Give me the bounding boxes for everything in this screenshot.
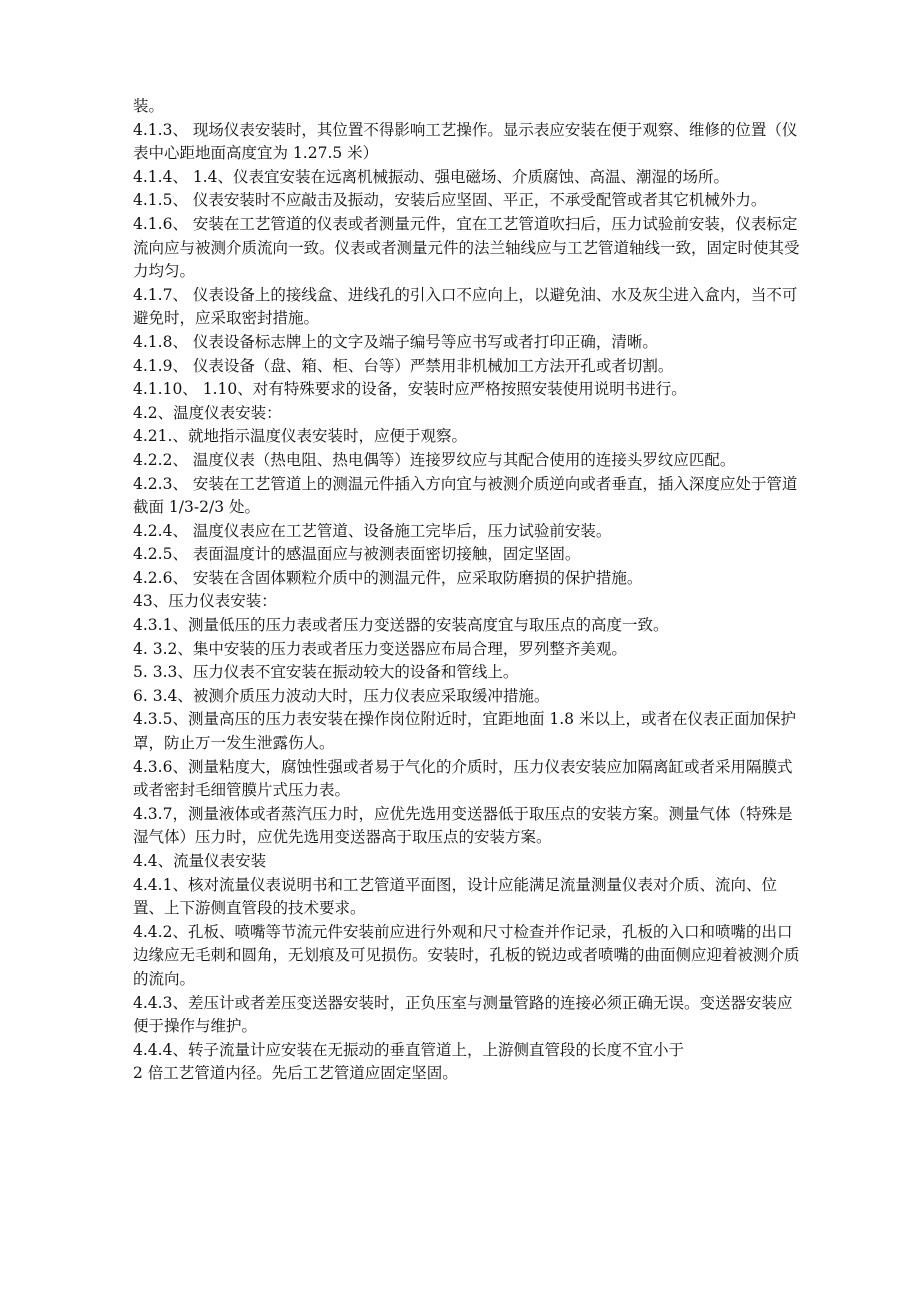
- paragraph: 4.3.5、测量高压的压力表安装在操作岗位附近时，宜距地面 1.8 米以上，或者在仪表正面加保护罩，防止万一发生泄露伤人。: [133, 710, 796, 753]
- paragraph: 4.1.3、 现场仪表安装时，其位置不得影响工艺操作。显示表应安装在便于观察、维修的位置（仪表中心距地面高度宜为 1.27.5 米）: [133, 120, 798, 163]
- paragraph: 4.1.9、 仪表设备（盘、箱、柜、台等）严禁用非机械加工方法开孔或者切割。: [133, 356, 674, 375]
- paragraph: 4.1.4、 1.4、仪表宜安装在远离机械振动、强电磁场、介质腐蚀、高温、潮湿的场所。: [133, 167, 730, 186]
- section-heading: 4.2、温度仪表安装：: [133, 403, 282, 422]
- paragraph: 2 倍工艺管道内径。先后工艺管道应固定坚固。: [133, 1064, 458, 1083]
- paragraph: 4.4.3、差压计或者差压变送器安装时，正负压室与测量管路的连接必须正确无误。变送器安装应便于操作与维护。: [133, 993, 793, 1036]
- paragraph: 4.4.2、孔板、喷嘴等节流元件安装前应进行外观和尺寸检查并作记录，孔板的入口和喷嘴的出口边缘应无毛刺和圆角，无划痕及可见损伤。安装时，孔板的锐边或者喷嘴的曲面侧应迎着被测介质的流向。: [133, 922, 800, 988]
- paragraph: 4.1.5、 仪表安装时不应敲击及振动，安装后应坚固、平正，不承受配管或者其它机械外力。: [133, 191, 767, 210]
- paragraph: 4.2.6、 安装在含固体颗粒介质中的测温元件，应采取防磨损的保护措施。: [133, 568, 643, 587]
- paragraph: 4.1.10、 1.10、对有特殊要求的设备，安装时应严格按照安装使用说明书进行。: [133, 380, 687, 399]
- paragraph: 4.21.、就地指示温度仪表安装时，应便于观察。: [133, 427, 467, 446]
- paragraph: 4.1.7、 仪表设备上的接线盒、进线孔的引入口不应向上，以避免油、水及灰尘进入盒内，当不可避免时，应采取密封措施。: [133, 285, 798, 328]
- paragraph: 4.2.3、 安装在工艺管道上的测温元件插入方向宜与被测介质逆向或者垂直，插入深度应处于管道截面 1/3-2/3 处。: [133, 474, 798, 517]
- paragraph: 5. 3.3、压力仪表不宜安装在振动较大的设备和管线上。: [133, 663, 519, 682]
- paragraph: 装。: [133, 97, 165, 115]
- section-heading: 43、压力仪表安装：: [133, 592, 277, 611]
- paragraph: 4.2.5、 表面温度计的感温面应与被测表面密切接触，固定坚固。: [133, 545, 581, 564]
- paragraph: 4.3.6、测量粘度大，腐蚀性强或者易于气化的介质时，压力仪表安装应加隔离缸或者采用隔膜式或者密封毛细管膜片式压力表。: [133, 757, 793, 800]
- paragraph: 4.1.8、 仪表设备标志牌上的文字及端子编号等应书写或者打印正确，清晰。: [133, 332, 658, 351]
- paragraph: 4.4.1、核对流量仪表说明书和工艺管道平面图，设计应能满足流量测量仪表对介质、流向、位置、上下游侧直管段的技术要求。: [133, 875, 777, 918]
- paragraph: 4.3.7，测量液体或者蒸汽压力时，应优先选用变送器低于取压点的安装方案。测量气体（特殊是湿气体）压力时，应优先选用变送器高于取压点的安装方案。: [133, 804, 793, 847]
- section-heading: 4.4、流量仪表安装: [133, 852, 267, 870]
- paragraph: 4.4.4、转子流量计应安装在无振动的垂直管道上，上游侧直管段的长度不宜小于: [133, 1040, 684, 1059]
- paragraph: 4.2.2、 温度仪表（热电阻、热电偶等）连接罗纹应与其配合使用的连接头罗纹应匹配。: [133, 450, 736, 469]
- document-body: [133, 95, 803, 1086]
- paragraph: 4.2.4、 温度仪表应在工艺管道、设备施工完毕后，压力试验前安装。: [133, 521, 612, 540]
- paragraph: 4.1.6、 安装在工艺管道的仪表或者测量元件，宜在工艺管道吹扫后，压力试验前安装，仪表标定流向应与被测介质流向一致。仪表或者测量元件的法兰轴线应与工艺管道轴线一致，固定时使其受力均匀。: [133, 214, 800, 281]
- paragraph: 4.3.1、测量低压的压力表或者压力变送器的安装高度宜与取压点的高度一致。: [133, 616, 669, 635]
- paragraph: 6. 3.4、被测介质压力波动大时，压力仪表应采取缓冲措施。: [133, 686, 550, 705]
- paragraph: 4. 3.2、集中安装的压力表或者压力变送器应布局合理，罗列整齐美观。: [133, 639, 627, 658]
